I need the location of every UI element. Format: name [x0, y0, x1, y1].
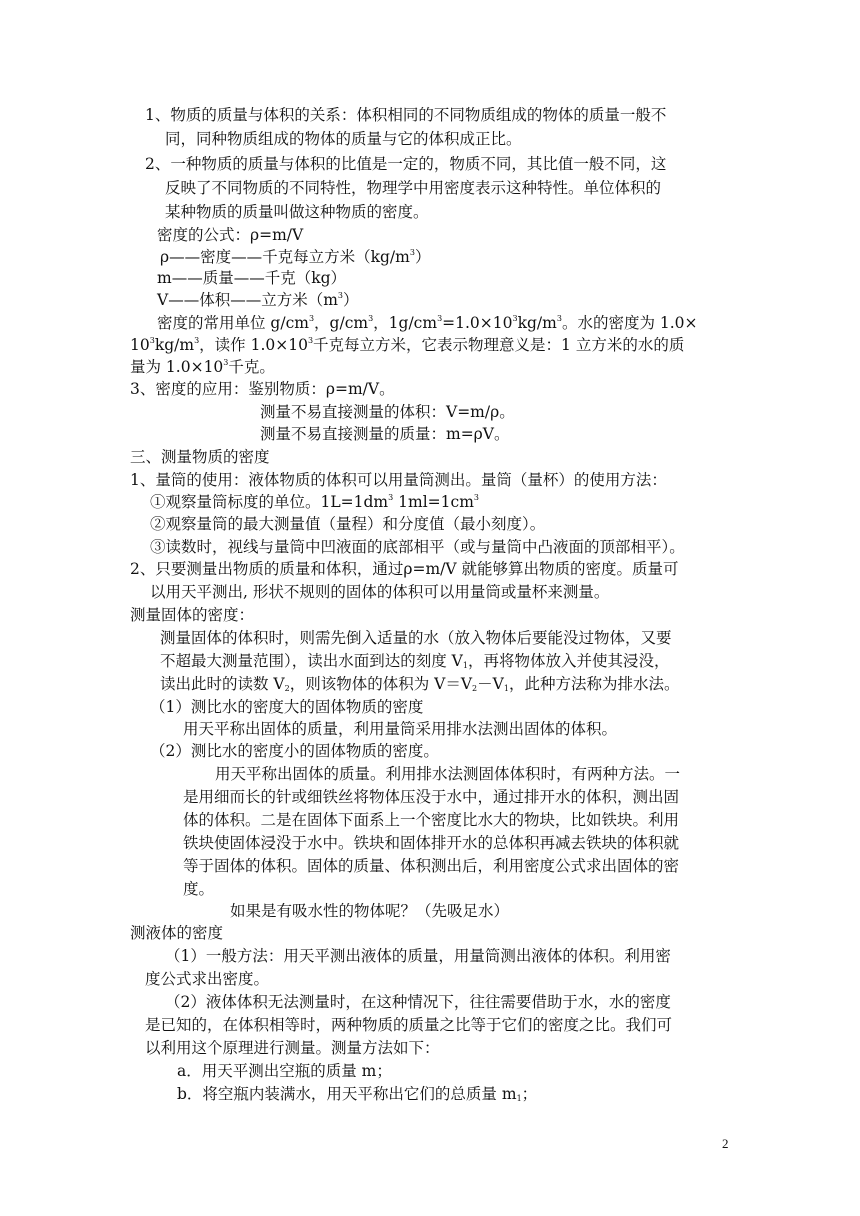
text: 以用天平测出, 形状不规则的固体的体积可以用量筒或量杯来测量。 [150, 583, 610, 601]
text: b．将空瓶内装满水，用天平称出它们的总质量 m [177, 1085, 517, 1103]
text: 测液体的密度 [130, 924, 224, 942]
case2-line4 [183, 833, 679, 853]
density-formula [157, 225, 303, 245]
text: ，g/cm [314, 314, 369, 332]
step-a [177, 1061, 392, 1081]
application-line3 [260, 424, 510, 444]
text: ； [521, 1085, 538, 1103]
text: ，再将物体放入并使其浸没， [467, 652, 670, 670]
text: 密度的公式：ρ=m/V [157, 226, 304, 244]
volume-definition [157, 290, 359, 310]
text: 用天平称出固体的质量。利用排水法测固体体积时，有两种方法。一 [215, 765, 681, 783]
item1-line1 [145, 105, 666, 125]
superscript: 3 [149, 336, 155, 345]
text: ，则该物体的体积为 V＝V [289, 675, 473, 693]
cylinder-step3 [150, 537, 685, 557]
text: =1.0×10 [442, 314, 513, 332]
text: （1）测比水的密度大的固体物质的密度 [150, 698, 424, 716]
superscript: 3 [556, 314, 562, 323]
superscript: 3 [512, 314, 518, 323]
text: 度。 [183, 880, 215, 898]
case2-line2 [183, 787, 679, 807]
item1-line2 [165, 129, 522, 149]
text: V——体积——立方米（m [157, 291, 338, 309]
superscript: 3 [308, 314, 315, 323]
text: （2）测比水的密度小的固体物质的密度。 [150, 742, 439, 760]
text: 。水的密度为 1.0× [561, 314, 698, 332]
text: 体的体积。二是在固体下面系上一个密度比水大的物块，比如铁块。利用 [183, 811, 680, 829]
text: （2）液体体积无法测量时，在这种情况下，往往需要借助于水，水的密度 [165, 993, 671, 1011]
text: ） [414, 248, 431, 266]
case1-heading [150, 697, 423, 717]
item2-line1 [145, 154, 666, 174]
text: 测量固体的密度： [130, 606, 255, 624]
text: 测量固体的体积时，则需先倒入适量的水（放入物体后要能没过物体，又要 [160, 629, 672, 647]
subscript: 2 [472, 684, 478, 693]
subscript: 1 [462, 661, 468, 670]
text: ，1g/cm [373, 314, 438, 332]
page-number: 2 [722, 1136, 729, 1151]
text: ，读作 1.0×10 [199, 336, 308, 354]
text: ①观察量筒标度的单位。1L=1dm [150, 493, 389, 511]
text: 某种物质的质量叫做这种物质的密度。 [165, 203, 429, 221]
text: ρ——密度——千克每立方米（kg/m [160, 248, 410, 266]
text: 千克每立方米，它表示物理意义是：1 立方米的水的质 [313, 336, 685, 354]
superscript: 3 [368, 314, 374, 323]
superscript: 3 [409, 248, 415, 257]
measure-line2 [150, 582, 609, 602]
subscript: 2 [284, 684, 290, 693]
superscript: 3 [337, 291, 343, 300]
text: 以利用这个原理进行测量。测量方法如下： [145, 1039, 440, 1057]
text: 度公式求出密度。 [145, 970, 270, 988]
application-line2 [260, 402, 515, 422]
case2-line3 [183, 810, 679, 830]
liquid2-line3 [145, 1038, 440, 1058]
text: 三、测量物质的密度 [130, 448, 270, 466]
cylinder-usage [130, 470, 667, 490]
text: 3、密度的应用：鉴别物质：ρ=m/V。 [130, 380, 395, 398]
text: 测量不易直接测量的体积：V=m/ρ。 [260, 403, 515, 421]
superscript: 3 [473, 493, 479, 502]
case2-heading [150, 741, 439, 761]
text: kg/m [517, 314, 557, 332]
text: 同，同种物质组成的物体的质量与它的体积成正比。 [165, 130, 522, 148]
subscript: 1 [516, 1094, 522, 1103]
solid-line1 [160, 628, 672, 648]
text: 密度的常用单位 g/cm [157, 314, 309, 332]
rho-definition [160, 247, 430, 267]
section-heading [130, 447, 270, 467]
text: m——质量——千克（kg） [157, 269, 347, 287]
text: 测量不易直接测量的质量：m=ρV。 [260, 425, 510, 443]
text: kg/m [154, 336, 195, 354]
measure-line1 [130, 559, 679, 579]
case1-line1 [183, 719, 617, 739]
text: 如果是有吸水性的物体呢？（先吸足水） [230, 902, 510, 920]
item2-line2 [165, 178, 661, 198]
text: ②观察量筒的最大测量值（量程）和分度值（最小刻度）。 [150, 515, 546, 533]
text: 1、量筒的使用：液体物质的体积可以用量筒测出。量筒（量杯）的使用方法： [130, 471, 667, 489]
liquid1-line1 [165, 946, 671, 966]
solid-line2 [160, 651, 669, 671]
units-line3 [130, 357, 275, 377]
absorbent-note [230, 901, 509, 921]
superscript: 3 [437, 314, 443, 323]
text: 用天平称出固体的质量，利用量筒采用排水法测出固体的体积。 [183, 720, 618, 738]
text: 2、一种物质的质量与体积的比值是一定的，物质不同，其比值一般不同，这 [145, 155, 667, 173]
text: 不超最大测量范围），读出水面到达的刻度 V [160, 652, 463, 670]
text: （1）一般方法：用天平测出液体的质量，用量筒测出液体的体积。利用密 [165, 947, 671, 965]
superscript: 3 [194, 336, 200, 345]
mass-definition [157, 268, 346, 288]
text: －V [477, 675, 504, 693]
text: ） [343, 291, 359, 309]
application-line1 [130, 379, 395, 399]
liquid-density-heading [130, 923, 223, 943]
text: 是已知的，在体积相等时，两种物质的质量之比等于它们的密度之比。我们可 [145, 1016, 673, 1034]
cylinder-step1 [150, 492, 479, 512]
superscript: 3 [307, 336, 314, 345]
text: 1ml=1cm [393, 493, 474, 511]
text: 1、物质的质量与体积的关系：体积相同的不同物质组成的物体的质量一般不 [145, 106, 667, 124]
case2-line5 [183, 856, 679, 876]
units-line2 [130, 335, 684, 355]
text: 读出此时的读数 V [160, 675, 285, 693]
text: 10 [130, 336, 150, 354]
liquid2-line2 [145, 1015, 672, 1035]
text: ，此种方法称为排水法。 [508, 675, 680, 693]
text: 千克。 [228, 358, 275, 376]
case2-line6 [183, 879, 214, 899]
cylinder-step2 [150, 514, 545, 534]
superscript: 3 [388, 493, 394, 502]
text: 反映了不同物质的不同特性，物理学中用密度表示这种特性。单位体积的 [165, 179, 662, 197]
text: 是用细而长的针或细铁丝将物体压没于水中，通过排开水的体积，测出固 [183, 788, 680, 806]
subscript: 1 [503, 684, 509, 693]
solid-line3 [160, 674, 679, 694]
text: 2、只要测量出物质的质量和体积，通过ρ=m/V 就能够算出物质的密度。质量可 [130, 560, 679, 578]
text: 量为 1.0×10 [130, 358, 224, 376]
case2-line1 [215, 764, 680, 784]
text: 铁块使固体浸没于水中。铁块和固体排开水的总体积再减去铁块的体积就 [183, 834, 680, 852]
liquid2-line1 [165, 992, 671, 1012]
text: a．用天平测出空瓶的质量 m； [177, 1062, 392, 1080]
item2-line3 [165, 202, 429, 222]
units-line1 [157, 313, 698, 333]
liquid1-line2 [145, 969, 269, 989]
text: ③读数时，视线与量筒中凹液面的底部相平（或与量筒中凸液面的顶部相平）。 [150, 538, 685, 556]
step-b [177, 1084, 537, 1104]
superscript: 3 [223, 358, 229, 367]
text: 等于固体的体积。固体的质量、体积测出后，利用密度公式求出固体的密 [183, 857, 680, 875]
solid-density-heading [130, 605, 254, 625]
